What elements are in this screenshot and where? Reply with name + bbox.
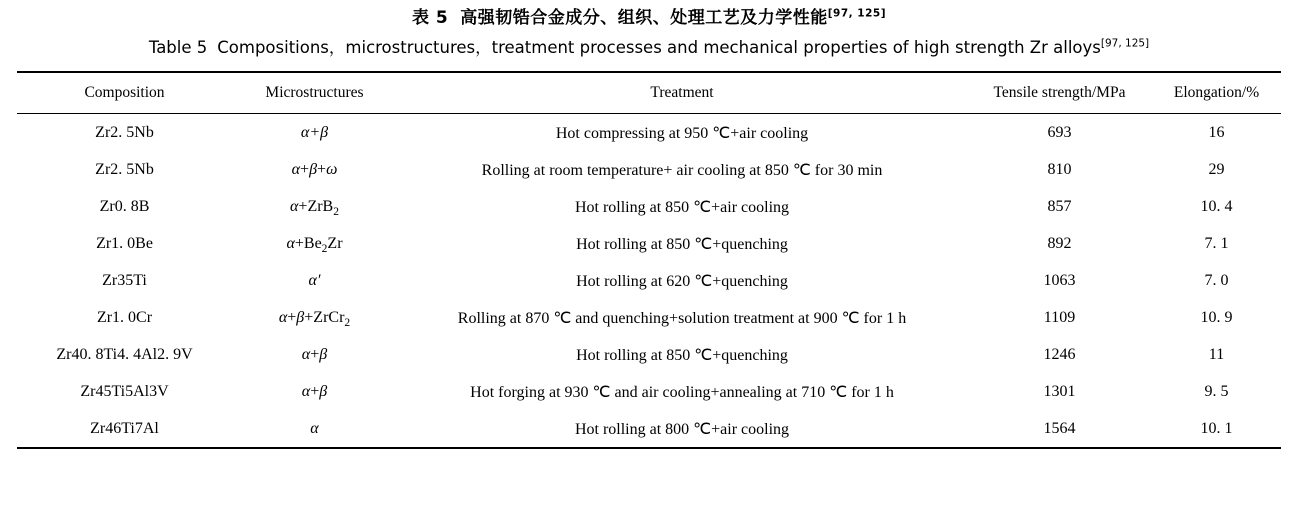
table-body <box>17 114 1281 449</box>
cell-elongation: 7. 1 <box>1204 234 1229 252</box>
cell-microstructure: α+β <box>301 382 328 400</box>
caption-english-label: Table 5 <box>148 38 208 58</box>
table-row <box>17 225 1281 262</box>
caption-english-title: Compositions，microstructures，treatment processes and mechanical properties of high strength Zr alloys <box>217 38 1101 58</box>
cell-microstructure: α+β+ω <box>291 160 338 178</box>
cell-tensile-strength: 810 <box>1047 160 1072 178</box>
cell-treatment: Hot rolling at 620 ℃+quenching <box>576 272 788 290</box>
caption-english-reference: [97, 125] <box>1100 37 1150 50</box>
cell-microstructure: $\alpha+Be_2Zr$ <box>286 234 343 255</box>
cell-tensile-strength: 1109 <box>1043 308 1076 326</box>
cell-treatment: Rolling at 870 ℃ and quenching+solution treatment at 900 ℃ for 1 h <box>457 309 907 327</box>
table-row <box>17 410 1281 448</box>
cell-composition: Zr1. 0Cr <box>96 308 153 326</box>
caption-english <box>0 28 1298 58</box>
cell-elongation: 9. 5 <box>1204 382 1229 400</box>
cell-tensile-strength: 1063 <box>1043 271 1076 289</box>
cell-elongation: 16 <box>1152 114 1281 152</box>
cell-microstructure: α+β <box>232 114 397 152</box>
table-row <box>17 299 1281 336</box>
header-composition: Composition <box>17 72 232 114</box>
alloy-properties-table <box>17 71 1281 449</box>
cell-composition: Zr2. 5Nb <box>17 114 232 152</box>
header-tensile-strength: Tensile strength/MPa <box>967 72 1152 114</box>
cell-treatment: Hot rolling at 850 ℃+quenching <box>576 235 788 253</box>
cell-treatment: Hot compressing at 950 ℃+air cooling <box>397 114 967 152</box>
cell-tensile-strength: 1301 <box>1043 382 1076 400</box>
cell-composition: Zr35Ti <box>102 271 147 289</box>
table-header <box>17 72 1281 114</box>
cell-tensile-strength: 1246 <box>1043 345 1076 363</box>
cell-microstructure: α+ZrB$_2$ <box>290 197 339 218</box>
cell-microstructure: α+β+ZrCr$_2$ <box>278 308 351 329</box>
cell-treatment: Hot rolling at 850 ℃+quenching <box>576 346 788 364</box>
cell-elongation: 10. 1 <box>1152 410 1281 448</box>
cell-elongation: 7. 0 <box>1204 271 1229 289</box>
table-row <box>17 373 1281 410</box>
cell-treatment: Rolling at room temperature+ air cooling at 850 ℃ for 30 min <box>481 161 883 179</box>
header-microstructures: Microstructures <box>232 72 397 114</box>
cell-microstructure: α <box>232 410 397 448</box>
cell-tensile-strength: 892 <box>1047 234 1072 252</box>
caption-chinese <box>0 0 1298 28</box>
cell-composition: Zr1. 0Be <box>96 234 153 252</box>
cell-tensile-strength: 857 <box>1047 197 1072 215</box>
table-row <box>17 336 1281 373</box>
header-row <box>17 72 1281 114</box>
cell-microstructure: α′ <box>308 271 321 289</box>
cell-microstructure: α+β <box>301 345 328 363</box>
cell-tensile-strength: 693 <box>967 114 1152 152</box>
table-row <box>17 188 1281 225</box>
cell-composition: Zr40. 8Ti4. 4Al2. 9V <box>56 345 193 363</box>
cell-treatment: Hot rolling at 850 ℃+air cooling <box>574 198 790 216</box>
cell-composition: Zr0. 8B <box>99 197 150 215</box>
table-row <box>17 151 1281 188</box>
cell-composition: Zr45Ti5Al3V <box>80 382 169 400</box>
caption-chinese-label: 表 5 <box>411 8 449 28</box>
cell-treatment: Hot rolling at 800 ℃+air cooling <box>397 410 967 448</box>
cell-composition: Zr46Ti7Al <box>17 410 232 448</box>
caption-chinese-title: 高强韧锆合金成分、组织、处理工艺及力学性能 <box>460 8 828 28</box>
cell-treatment: Hot forging at 930 ℃ and air cooling+annealing at 710 ℃ for 1 h <box>470 383 894 401</box>
table-row <box>17 262 1281 299</box>
caption-chinese-reference: [97, 125] <box>827 7 887 20</box>
header-treatment: Treatment <box>397 72 967 114</box>
cell-elongation: 29 <box>1208 160 1225 178</box>
cell-elongation: 10. 4 <box>1200 197 1233 215</box>
cell-composition: Zr2. 5Nb <box>95 160 154 178</box>
header-elongation: Elongation/% <box>1152 72 1281 114</box>
cell-elongation: 11 <box>1208 345 1225 363</box>
table-row <box>17 114 1281 152</box>
cell-elongation: 10. 9 <box>1200 308 1233 326</box>
cell-tensile-strength: 1564 <box>967 410 1152 448</box>
